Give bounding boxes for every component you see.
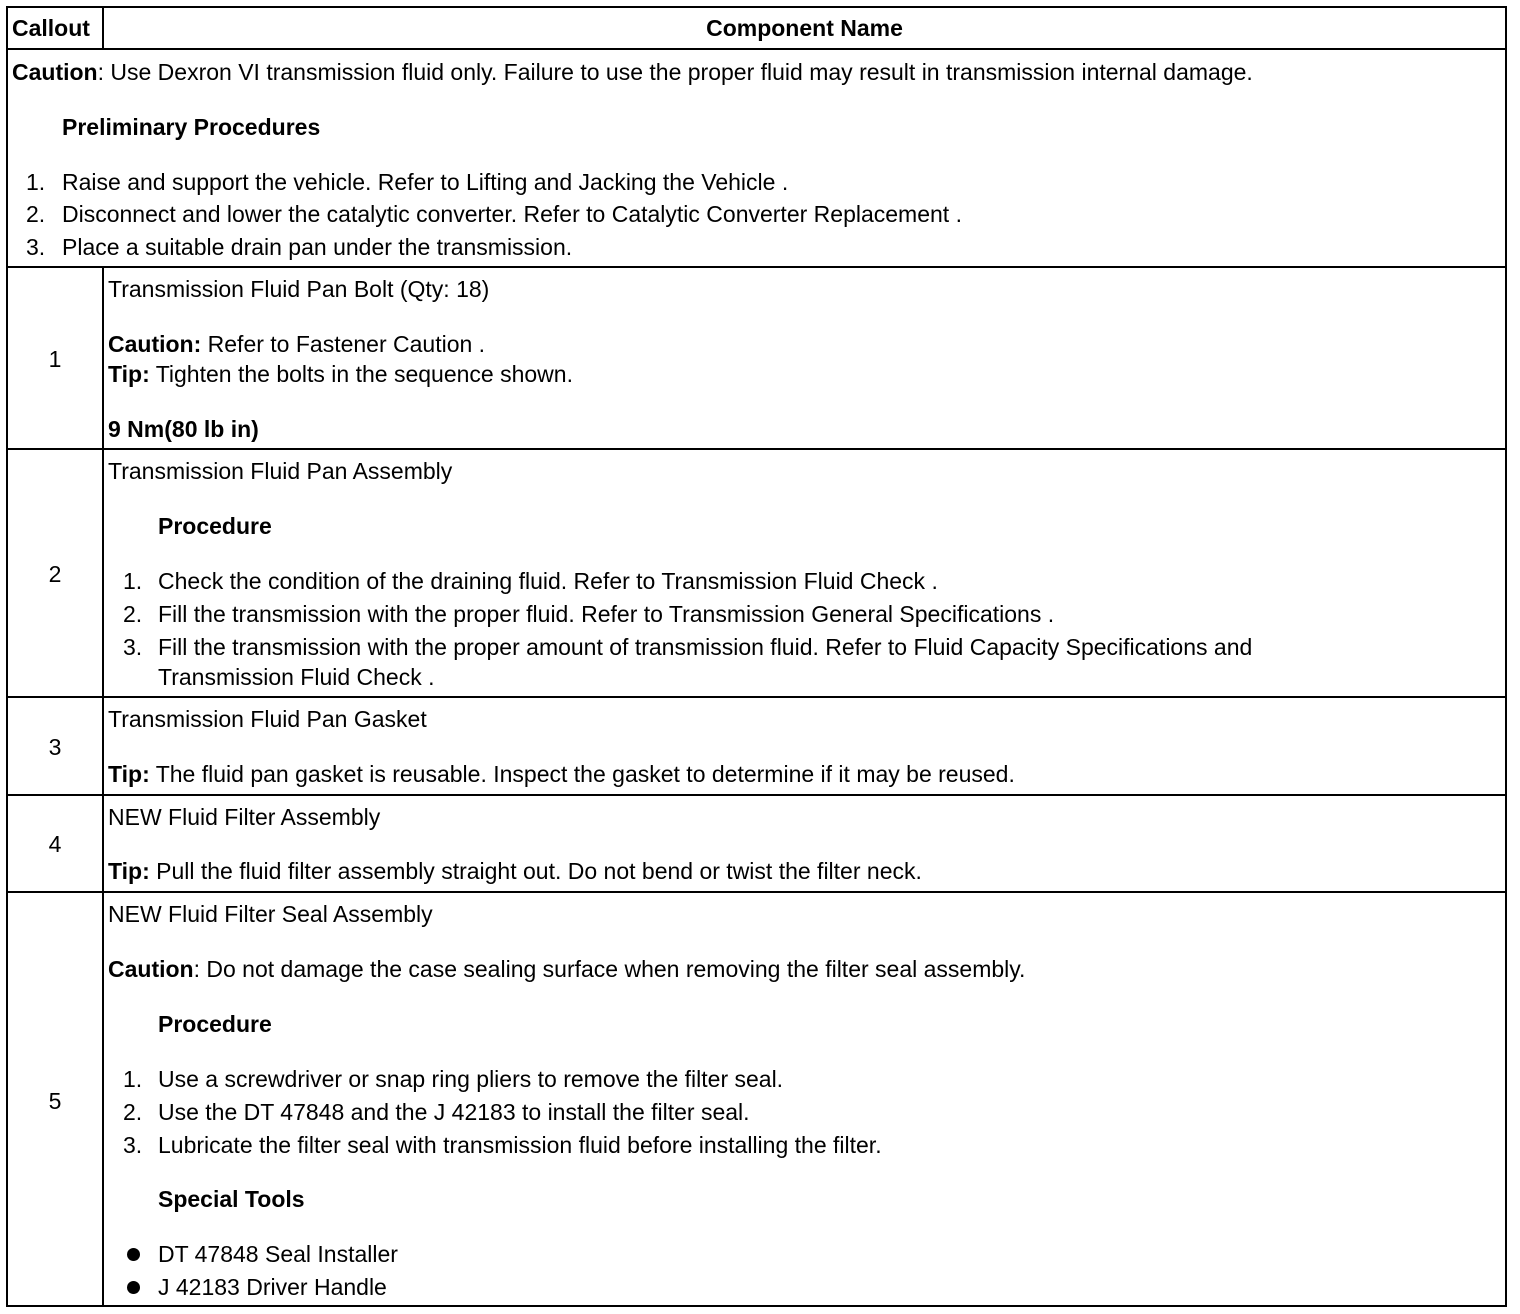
header-divider — [8, 48, 1505, 50]
procedure-table — [6, 6, 1507, 1307]
row-tip — [108, 359, 573, 389]
tool-item: J 42183 Driver Handle — [158, 1274, 387, 1300]
torque-spec: 9 Nm(80 lb in) — [108, 416, 259, 442]
intro-divider — [8, 266, 1505, 268]
intro-step-text: Raise and support the vehicle. Refer to Lifting and Jacking the Vehicle . — [62, 169, 789, 195]
callout-number: 4 — [48, 831, 62, 857]
row-divider — [8, 794, 1505, 796]
intro-step-number: 2. — [26, 201, 46, 227]
tip-label: Tip: — [108, 761, 150, 787]
bullet-icon — [127, 1281, 140, 1294]
step-text: Use the DT 47848 and the J 42183 to install the filter seal. — [158, 1099, 750, 1125]
caution-label: Caution: — [108, 331, 202, 357]
row-tip — [108, 759, 1015, 789]
callout-number: 5 — [48, 1088, 62, 1114]
component-name: NEW Fluid Filter Seal Assembly — [108, 901, 433, 927]
component-name: Transmission Fluid Pan Assembly — [108, 458, 453, 484]
caution-text: Refer to Fastener Caution . — [201, 331, 486, 357]
intro-step-number: 1. — [26, 169, 46, 195]
tip-text: Tighten the bolts in the sequence shown. — [149, 361, 573, 387]
step-text: Lubricate the filter seal with transmission fluid before installing the filter. — [158, 1132, 882, 1158]
step-text: Use a screwdriver or snap ring pliers to remove the filter seal. — [158, 1066, 784, 1092]
component-name: NEW Fluid Filter Assembly — [108, 804, 381, 830]
header-callout: Callout — [12, 15, 90, 41]
row-caution — [108, 329, 485, 359]
step-number: 2. — [123, 601, 143, 627]
callout-number: 3 — [48, 734, 62, 760]
step-number: 2. — [123, 1099, 143, 1125]
tip-label: Tip: — [108, 361, 150, 387]
row-caution — [108, 954, 1025, 984]
caution-label: Caution — [108, 956, 194, 982]
tool-item: DT 47848 Seal Installer — [158, 1241, 398, 1267]
preliminary-procedures-title: Preliminary Procedures — [62, 114, 321, 140]
intro-step-text: Place a suitable drain pan under the transmission. — [62, 234, 573, 260]
step-text: Fill the transmission with the proper amount of transmission fluid. Refer to Fluid Capacity Specifications and — [158, 634, 1253, 660]
caution-label: Caution — [12, 59, 98, 85]
caution-text: : Use Dexron VI transmission fluid only. Failure to use the proper fluid may result in transmission internal damage. — [97, 59, 1253, 85]
tip-text: The fluid pan gasket is reusable. Inspect the gasket to determine if it may be reused. — [149, 761, 1015, 787]
callout-number: 2 — [48, 561, 62, 587]
intro-caution — [12, 57, 1253, 87]
intro-step-text: Disconnect and lower the catalytic converter. Refer to Catalytic Converter Replacement . — [62, 201, 962, 227]
procedure-title: Procedure — [158, 513, 272, 539]
step-text-continued: Transmission Fluid Check . — [158, 664, 435, 690]
intro-step-number: 3. — [26, 234, 46, 260]
procedure-title: Procedure — [158, 1011, 272, 1037]
row-divider — [8, 891, 1505, 893]
step-number: 1. — [123, 1066, 143, 1092]
row-divider — [8, 696, 1505, 698]
special-tools-title: Special Tools — [158, 1186, 305, 1212]
row-divider — [8, 448, 1505, 450]
row-tip — [108, 856, 922, 886]
step-number: 3. — [123, 1132, 143, 1158]
step-number: 1. — [123, 568, 143, 594]
component-name: Transmission Fluid Pan Gasket — [108, 706, 427, 732]
bullet-icon — [127, 1248, 140, 1261]
column-divider — [102, 266, 104, 1307]
caution-text: : Do not damage the case sealing surface when removing the filter seal assembly. — [193, 956, 1026, 982]
header-component-name: Component Name — [706, 15, 903, 41]
callout-number: 1 — [48, 346, 62, 372]
step-text: Fill the transmission with the proper fluid. Refer to Transmission General Specifications . — [158, 601, 1055, 627]
component-name: Transmission Fluid Pan Bolt (Qty: 18) — [108, 276, 490, 302]
step-text: Check the condition of the draining fluid. Refer to Transmission Fluid Check . — [158, 568, 938, 594]
tip-text: Pull the fluid filter assembly straight out. Do not bend or twist the filter neck. — [149, 858, 922, 884]
step-number: 3. — [123, 634, 143, 660]
tip-label: Tip: — [108, 858, 150, 884]
